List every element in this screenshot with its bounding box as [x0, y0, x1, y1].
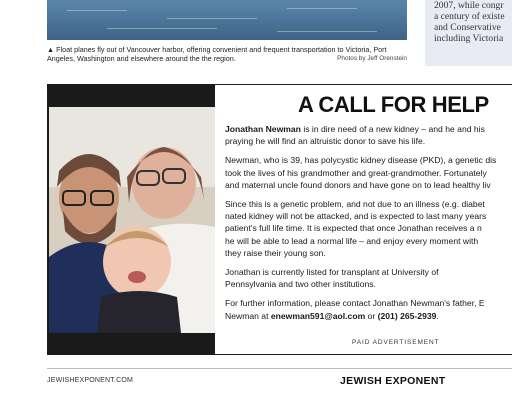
contact-line: For further information, please contact Jonathan Newman's father, E — [225, 298, 485, 309]
ad-line-text: and maternal uncle found donors and have gone on to lead healthy liv — [225, 179, 491, 190]
family-photo-illustration — [49, 107, 215, 333]
caption-text: Float planes fly out of Vancouver harbor, offering convenient and frequent transportation to Victoria, Port Angeles, Washington and elsewhere around the the region. — [47, 45, 387, 63]
harbor-photo — [47, 0, 407, 40]
ad-paragraph — [225, 154, 512, 191]
ad-line — [225, 266, 512, 278]
photo-caption — [47, 46, 407, 63]
ad-paragraph — [225, 198, 512, 259]
sidebar-line: including Victoria — [434, 33, 504, 44]
contact-suffix: . — [436, 310, 439, 321]
ad-line-text: Pennsylvania and two other institutions. — [225, 279, 376, 290]
ad-line — [225, 278, 512, 290]
ad-line — [225, 167, 512, 179]
ad-line-text: praying he will find an altruistic donor to save his life. — [225, 136, 426, 147]
ad-line — [225, 135, 512, 147]
footer-divider — [47, 368, 512, 369]
contact-prefix: Newman at — [225, 310, 271, 321]
ad-line — [225, 247, 512, 259]
ad-line-text: Newman, who is 39, has polycystic kidney disease (PKD), a genetic dis — [225, 155, 497, 166]
ad-paragraph — [225, 266, 512, 290]
ad-headline: A CALL FOR HELP — [298, 92, 489, 117]
family-photo — [49, 107, 215, 333]
ad-line — [225, 235, 512, 247]
contact-phone[interactable]: (201) 265-2939 — [377, 310, 437, 321]
paid-advertisement-label: PAID ADVERTISEMENT — [352, 339, 440, 346]
ad-line-text: took the lives of his grandmother and great-grandmother. Fortunately — [225, 167, 487, 178]
donor-name: Jonathan Newman — [225, 124, 301, 134]
footer-website[interactable]: JEWISHEXPONENT.COM — [47, 377, 134, 384]
ad-line-text: Since this is a genetic problem, and not due to an illness (e.g. diabet — [225, 199, 485, 210]
triangle-icon: ▲ — [47, 45, 55, 54]
ad-line — [225, 179, 512, 191]
ad-line-text: Jonathan is currently listed for transplant at University of — [225, 267, 439, 278]
ad-line — [225, 154, 512, 166]
sidebar-line: and Conservative — [434, 22, 501, 33]
sidebar-snippet — [425, 0, 512, 66]
ad-line-text: he will be able to lead a normal life – and enjoy every moment with — [225, 235, 479, 246]
ad-line-text: is in dire need of a new kidney – and he and his — [300, 124, 485, 134]
contact-email[interactable]: enewman591@aol.com — [270, 310, 366, 321]
ad-paragraph — [225, 123, 512, 147]
ad-line-text: nated kidney will not be attacked, and is expected to last many years — [225, 211, 487, 222]
ad-line — [225, 222, 512, 234]
ad-line — [225, 123, 512, 135]
sidebar-line: 2007, while congr — [434, 0, 504, 11]
ad-line — [225, 198, 512, 210]
ad-line-text: patient's full life time. It is expected that once Jonathan receives a n — [225, 223, 482, 234]
sidebar-line: a century of existe — [434, 11, 505, 22]
contact-line — [225, 310, 512, 322]
ad-text — [225, 123, 512, 328]
ad-line-text: they raise their young son. — [225, 247, 326, 258]
photo-credit: Photos by Jeff Orenstein — [337, 54, 407, 62]
ad-line — [225, 210, 512, 222]
contact-paragraph — [225, 297, 512, 321]
footer-publication: JEWISH EXPONENT — [340, 375, 446, 387]
contact-mid: or — [365, 310, 378, 321]
